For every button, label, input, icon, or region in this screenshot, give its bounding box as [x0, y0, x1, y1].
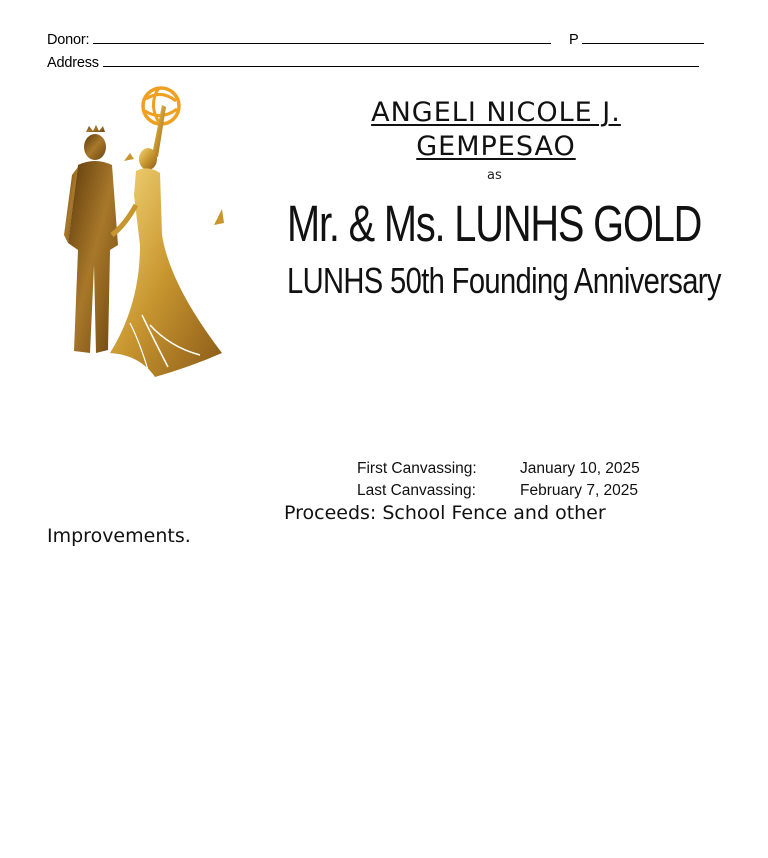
sparkle-icon: [214, 209, 224, 225]
candidate-name-line2: GEMPESAO: [416, 131, 576, 162]
last-canvassing-date: February 7, 2025: [520, 482, 639, 499]
donor-blank: [93, 31, 551, 44]
donor-label: Donor:: [47, 32, 90, 48]
event-subtitle: LUNHS 50th Founding Anniversary: [287, 260, 721, 301]
event-title: Mr. & Ms. LUNHS GOLD: [287, 195, 702, 252]
last-canvassing-label: Last Canvassing:: [357, 482, 476, 499]
candidate-name-line1: ANGELI NICOLE J.: [371, 97, 621, 128]
amount-label: P: [569, 32, 579, 48]
queen-silhouette: [110, 105, 222, 377]
first-canvassing-label: First Canvassing:: [357, 460, 477, 477]
address-label: Address: [47, 55, 99, 71]
address-blank: [103, 54, 699, 67]
sparkle-icon: [124, 153, 134, 161]
address-line: [47, 54, 699, 71]
amount-blank: [582, 31, 704, 44]
donor-line: [47, 31, 551, 48]
proceeds-line2: Improvements.: [47, 525, 191, 547]
candidate-name: [296, 96, 696, 164]
couple-logo-illustration: [50, 85, 230, 385]
as-label: as: [487, 168, 502, 183]
king-silhouette: [64, 125, 118, 353]
amount-line: [569, 31, 704, 48]
proceeds-line1: Proceeds: School Fence and other: [284, 502, 606, 524]
first-canvassing-date: January 10, 2025: [520, 460, 640, 477]
